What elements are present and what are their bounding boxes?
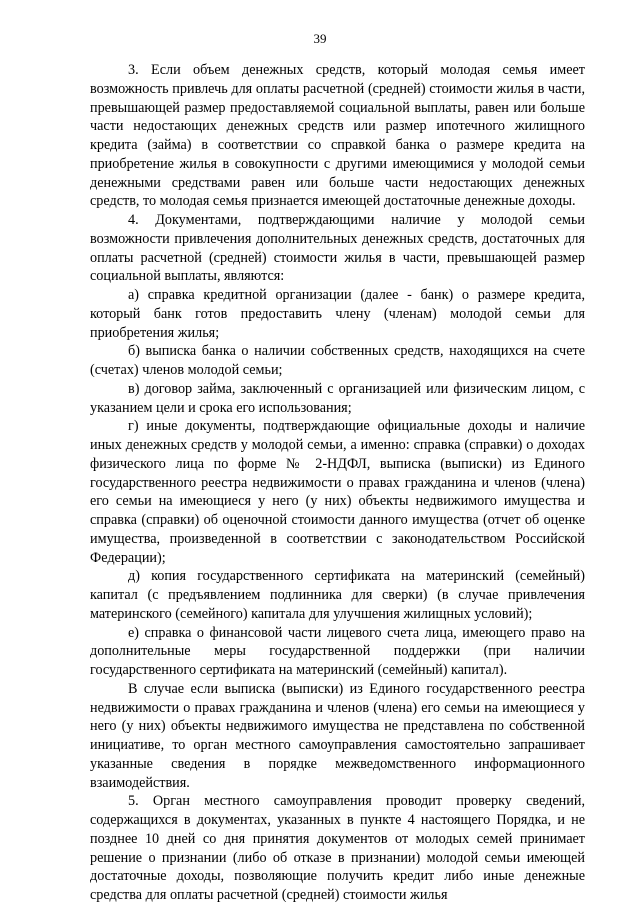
list-item-g-other-documents: г) иные документы, подтверждающие официальные доходы и наличие иных денежных средств у молодой семьи, а именно: справка (справки) о доходах физического лица по форме № 2-НДФЛ, выписка (выписки) из Единого государственного реестра недвижимости о правах гражданина и членов (члена) его семьи на имеющиеся у него (у них) объекты недвижимого имущества и справка (справки) об оценочной стоимости данного имущества (отчет об оценке имущества, произведенной в соответствии с законодательством Российской Федерации); bbox=[90, 418, 585, 566]
paragraph-interagency-request: В случае если выписка (выписки) из Единого государственного реестра недвижимости о правах гражданина и членов (члена) его семьи на имеющиеся у него (у них) объекты недвижимого имущества не представлена по собственной инициативе, то орган местного самоуправления самостоятельно запрашивает указанные сведения в порядке межведомственного информационного взаимодействия. bbox=[90, 680, 585, 791]
paragraph-3-sufficient-income: 3. Если объем денежных средств, который молодая семья имеет возможность привлечь для оплаты расчетной (средней) стоимости жилья в части, превышающей размер предоставляемой социальной выплаты, равен или больше части недостающих денежных средств или размер ипотечного жилищного кредита (займа) в соответствии со справкой банка о размере кредита на приобретение жилья в совокупности с другими имеющимися у молодой семьи денежными средствами равен или больше части недостающих денежных средств, то молодая семья признается имеющей достаточные денежные доходы. bbox=[90, 62, 585, 210]
list-item-v-loan-agreement: в) договор займа, заключенный с организацией или физическим лицом, с указанием цели и срока его использования; bbox=[90, 380, 585, 416]
list-item-e-financial-account: е) справка о финансовой части лицевого счета лица, имеющего право на дополнительные меры государственной поддержки (при наличии государственного сертификата на материнский (семейный) капитал). bbox=[90, 624, 585, 678]
list-item-b-bank-statement: б) выписка банка о наличии собственных средств, находящихся на счете (счетах) членов молодой семьи; bbox=[90, 343, 585, 378]
paragraph-5-verification: 5. Орган местного самоуправления проводит проверку сведений, содержащихся в документах, указанных в пункте 4 настоящего Порядка, и не позднее 10 дней со дня принятия документов от молодых семей принимает решение о признании (либо об отказе в признании) молодой семьи имеющей достаточные доходы, позволяющие получить кредит либо иные денежные средства для оплаты расчетной (средней) стоимости жилья bbox=[90, 793, 585, 903]
document-body bbox=[90, 61, 585, 905]
paragraph-4-documents: 4. Документами, подтверждающими наличие у молодой семьи возможности привлечения дополнительных денежных средств, достаточных для оплаты расчетной (средней) стоимости жилья в части, превышающей размер социальной выплаты, являются: bbox=[90, 212, 585, 285]
list-item-a-bank-certificate: а) справка кредитной организации (далее - банк) о размере кредита, который банк готов предоставить члену (членам) молодой семьи для приобретения жилья; bbox=[90, 287, 585, 341]
list-item-d-maternity-certificate: д) копия государственного сертификата на материнский (семейный) капитал (с предъявлением подлинника для сверки) (в случае привлечения материнского (семейного) капитала для улучшения жилищных условий); bbox=[90, 568, 585, 622]
page-number: 39 bbox=[313, 31, 327, 46]
